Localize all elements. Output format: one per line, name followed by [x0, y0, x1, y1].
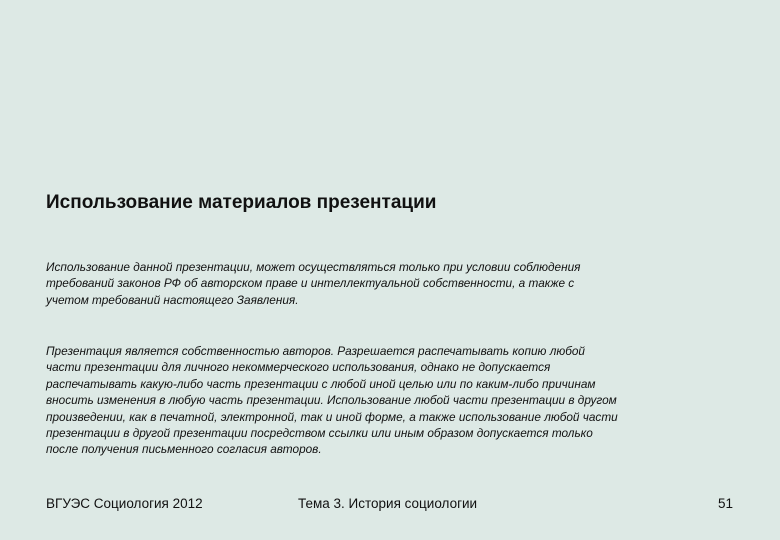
slide-page-number: 51	[717, 496, 733, 511]
paragraph-line: учетом требований настоящего Заявления.	[46, 292, 299, 307]
slide-title: Использование материалов презентации	[46, 192, 437, 213]
paragraph-line: части презентации для личного некоммерческого использования, однако не допускается	[46, 360, 551, 375]
footer-course-label: ВГУЭС Социология 2012	[46, 496, 203, 511]
footer-topic-label: Тема 3. История социологии	[298, 496, 478, 511]
paragraph-line: вносить изменения в любую часть презентации. Использование любой части презентации в другом	[46, 393, 617, 408]
paragraph-line: презентации в другой презентации посредством ссылки или иным образом допускается только	[46, 426, 593, 441]
paragraph-line: произведении, как в печатной, электронной, так и иной форме, а также использование любой части	[46, 409, 618, 424]
usage-conditions-paragraph	[46, 259, 736, 308]
paragraph-line: после получения письменного согласия авторов.	[46, 442, 322, 457]
paragraph-line: Использование данной презентации, может осуществляться только при условии соблюдения	[46, 260, 581, 274]
paragraph-line: распечатывать какую-либо часть презентации с любой иной целью или по каким-либо причинам	[46, 376, 596, 391]
paragraph-line: требований законов РФ об авторском праве и интеллектуальной собственности, а также с	[46, 276, 575, 291]
copyright-paragraph	[46, 343, 736, 458]
paragraph-line: Презентация является собственностью авторов. Разрешается распечатывать копию любой	[46, 344, 585, 358]
